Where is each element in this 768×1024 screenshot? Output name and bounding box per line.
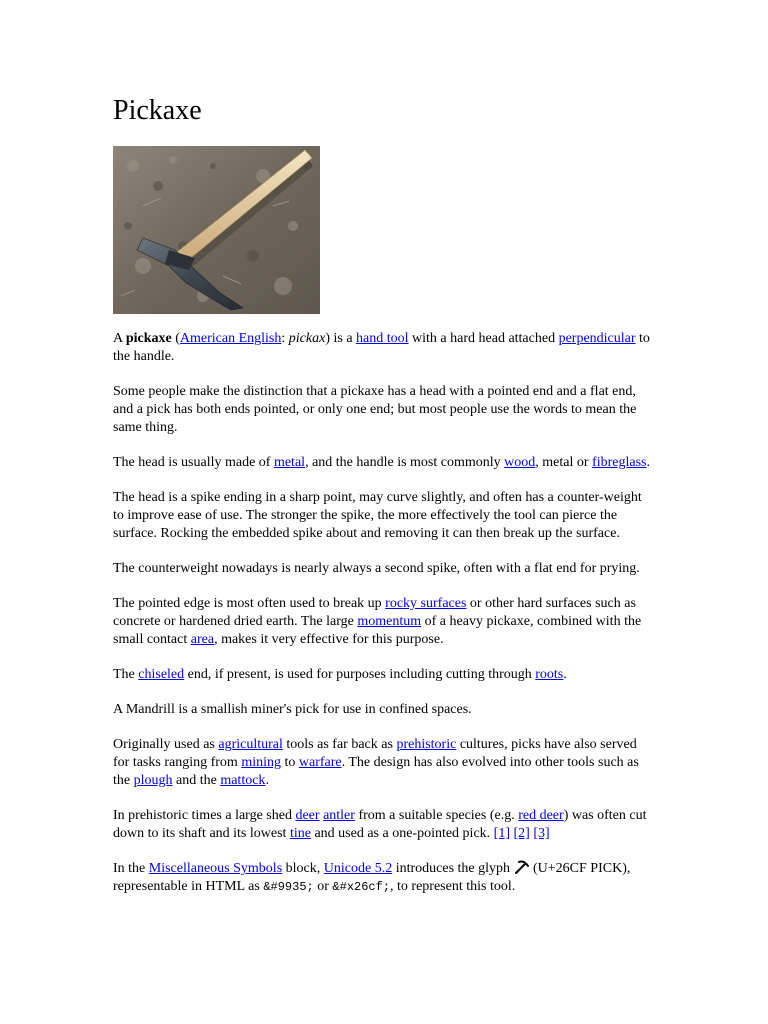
code-snippet: &#9935; <box>263 880 314 894</box>
text-run: ) was often cut down to its shaft and its lowest <box>113 808 647 841</box>
text-run: The <box>113 667 139 682</box>
text-run: of a heavy pickaxe, combined with the small contact <box>113 614 642 647</box>
text-run: Originally used as <box>113 737 219 752</box>
text-run: introduces the glyph <box>392 861 514 876</box>
link-perpendicular[interactable]: perpendicular <box>558 331 636 346</box>
link-rocky-surfaces[interactable]: rocky surfaces <box>385 596 467 611</box>
text-run: In prehistoric times a large shed <box>113 808 296 823</box>
link-mining[interactable]: mining <box>241 755 281 770</box>
text-run: and the <box>172 773 221 788</box>
text-run: ( <box>171 331 180 346</box>
text-run: cultures, picks have also served for tasks ranging from <box>113 737 637 770</box>
paragraph-1 <box>113 330 653 366</box>
paragraph-9 <box>113 736 653 790</box>
text-run: The pointed edge is most often used to break up <box>113 596 386 611</box>
citation-link-3[interactable]: [3] <box>533 826 550 841</box>
paragraph-8 <box>113 701 653 719</box>
italic-term: pickax <box>288 331 326 346</box>
link-momentum[interactable]: momentum <box>357 614 422 629</box>
text-run: A <box>113 331 126 346</box>
text-run: end, if present, is used for purposes including cutting through <box>184 667 536 682</box>
text-run: tools as far back as <box>282 737 397 752</box>
text-run: (U+26CF PICK), representable in HTML as <box>113 861 631 894</box>
text-run: with a hard head attached <box>408 331 559 346</box>
paragraph-5 <box>113 560 653 578</box>
paragraph-3 <box>113 454 653 472</box>
citation-link-1[interactable]: [1] <box>493 826 510 841</box>
text-run: block, <box>282 861 324 876</box>
text-run: . <box>265 773 269 788</box>
link-antler[interactable]: antler <box>323 808 355 823</box>
paragraph-4 <box>113 489 653 543</box>
text-run: , and the handle is most commonly <box>305 455 505 470</box>
text-run: . <box>646 455 650 470</box>
article-body <box>113 330 653 913</box>
text-run: In the <box>113 861 149 876</box>
link-fibreglass[interactable]: fibreglass <box>592 455 647 470</box>
text-run: or <box>313 879 333 894</box>
text-run: ) is a <box>325 331 357 346</box>
link-deer[interactable]: deer <box>295 808 320 823</box>
link-red-deer[interactable]: red deer <box>518 808 564 823</box>
paragraph-7 <box>113 666 653 684</box>
link-mattock[interactable]: mattock <box>220 773 266 788</box>
link-warfare[interactable]: warfare <box>298 755 342 770</box>
link-plough[interactable]: plough <box>133 773 173 788</box>
pick-icon <box>514 860 530 874</box>
link-roots[interactable]: roots <box>535 667 564 682</box>
link-american-english[interactable]: American English <box>179 331 282 346</box>
text-run: to <box>280 755 299 770</box>
pickaxe-photo <box>113 146 320 314</box>
link-tine[interactable]: tine <box>289 826 311 841</box>
text-run: , makes it very effective for this purpose. <box>214 632 444 647</box>
link-area[interactable]: area <box>190 632 215 647</box>
text-run: . <box>563 667 567 682</box>
link-hand-tool[interactable]: hand tool <box>356 331 409 346</box>
link-metal[interactable]: metal <box>273 455 306 470</box>
text-run: The head is usually made of <box>113 455 274 470</box>
page-title: Pickaxe <box>113 95 202 126</box>
text-run: Some people make the distinction that a pickaxe has a head with a pointed end and a flat end, and a pick has both ends pointed, or only one end; but most people use the words to mean the same thing. <box>113 384 637 435</box>
text-run: , metal or <box>535 455 593 470</box>
text-run: and used as a one-pointed pick. <box>310 826 494 841</box>
code-snippet: &#x26cf; <box>332 880 391 894</box>
paragraph-6 <box>113 595 653 649</box>
link-chiseled[interactable]: chiseled <box>138 667 185 682</box>
link-prehistoric[interactable]: prehistoric <box>396 737 457 752</box>
text-run: . The design has also evolved into other tools such as the <box>113 755 639 788</box>
paragraph-10 <box>113 807 653 843</box>
text-run: The counterweight nowadays is nearly always a second spike, often with a flat end for prying. <box>113 561 640 576</box>
citation-link-2[interactable]: [2] <box>513 826 530 841</box>
link-miscellaneous-symbols[interactable]: Miscellaneous Symbols <box>148 861 283 876</box>
paragraph-11 <box>113 860 653 896</box>
link-unicode-5-2[interactable]: Unicode 5.2 <box>323 861 393 876</box>
link-wood[interactable]: wood <box>504 455 536 470</box>
text-run: or other hard surfaces such as concrete or hardened dried earth. The large <box>113 596 636 629</box>
text-run: A Mandrill is a smallish miner's pick for use in confined spaces. <box>113 702 472 717</box>
text-run: from a suitable species (e.g. <box>354 808 519 823</box>
link-agricultural[interactable]: agricultural <box>218 737 283 752</box>
text-run: , to represent this tool. <box>390 879 516 894</box>
text-run: The head is a spike ending in a sharp point, may curve slightly, and often has a counter-weight to improve ease of use. The stronger the spike, the more effectively the tool can pierce the surface. Rocking the embedded spike about and removing it can then break up the surface. <box>113 490 642 541</box>
bold-term: pickaxe <box>125 331 172 346</box>
paragraph-2 <box>113 383 653 437</box>
text-run: : <box>281 331 289 346</box>
text-run: to the handle. <box>113 331 650 364</box>
